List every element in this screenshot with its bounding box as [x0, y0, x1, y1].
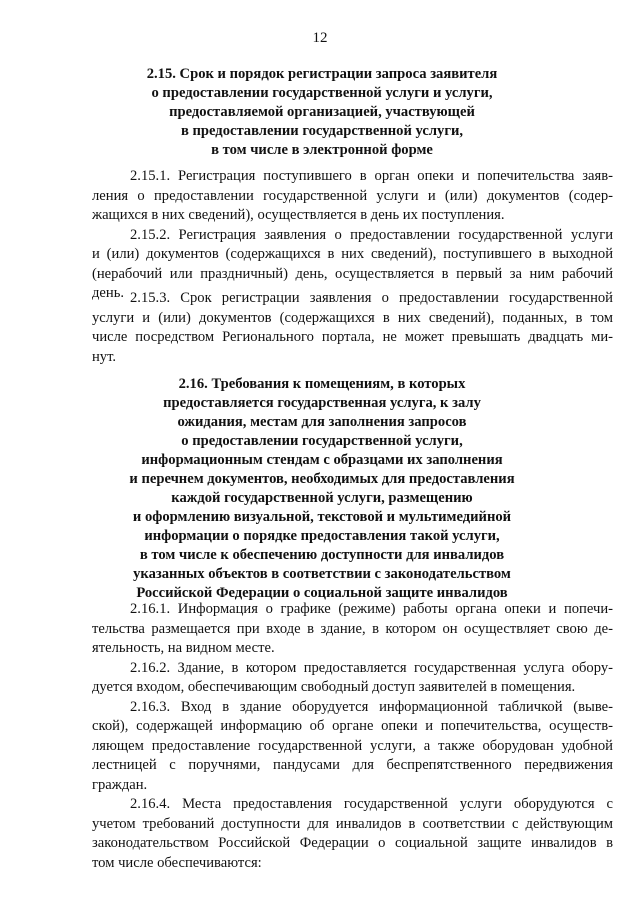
- paragraph-line: числе посредством Регионального портала, не может превышать двадцать ми-: [92, 329, 613, 345]
- paragraph-2-16-4: [92, 795, 613, 873]
- paragraph-line: 2.15.2. Регистрация заявления о предоставлении государственной услуги: [130, 226, 613, 243]
- heading-line: и оформлению визуальной, текстовой и мультимедийной: [132, 509, 512, 525]
- paragraph-2-16-2: [92, 659, 613, 698]
- heading-line: информационным стендам с образцами их заполнения: [141, 452, 503, 468]
- paragraph-line: 2.16.4. Места предоставления государственной услуги оборудуются с: [130, 796, 613, 812]
- paragraph-line: ления о предоставлении государственной услуги и (или) документов (содер-: [92, 187, 613, 204]
- paragraph-line: граждан.: [92, 776, 148, 793]
- heading-line: информации о порядке предоставления такой услуги,: [144, 528, 500, 544]
- heading-line: в том числе к обеспечению доступности для инвалидов: [139, 547, 505, 563]
- section-2-15-heading: [95, 65, 549, 160]
- paragraph-line: услуги и (или) документов (содержащихся в них сведений), поданных, в том: [92, 309, 613, 326]
- paragraph-line: тельства размещается при входе в здание, в котором он осуществляет свою де-: [92, 620, 613, 637]
- paragraph-line: ской), содержащей информацию об органе опеки и попечительства, осуществ-: [92, 718, 613, 734]
- heading-line: каждой государственной услуги, размещению: [171, 490, 473, 506]
- paragraph-2-16-3: [92, 698, 613, 796]
- heading-line: ожидания, местам для заполнения запросов: [177, 414, 467, 430]
- paragraph-line: учетом требований доступности для инвалидов в соответствии с действующим: [92, 815, 613, 832]
- heading-line: указанных объектов в соответствии с законодательством: [133, 566, 511, 582]
- heading-line: предоставляется государственная услуга, к залу: [163, 395, 481, 411]
- paragraph-line: и (или) документов (содержащихся в них сведений), поступившего в выходной: [92, 246, 613, 262]
- paragraph-line: жащихся в них сведений), осуществляется в день их поступления.: [92, 207, 505, 223]
- paragraph-line: ятельность, на видном месте.: [92, 640, 275, 656]
- heading-line: и перечнем документов, необходимых для предоставления: [129, 471, 515, 487]
- paragraph-2-16-1: [92, 600, 613, 659]
- paragraph-line: (нерабочий или праздничный) день, осуществляется в первый за ним рабочий: [92, 265, 613, 282]
- paragraph-line: том числе обеспечиваются:: [92, 854, 262, 871]
- heading-line: Российской Федерации о социальной защите инвалидов: [136, 585, 508, 601]
- paragraph-line: 2.16.2. Здание, в котором предоставляется государственная услуга обору-: [130, 659, 613, 676]
- paragraph-line: 2.16.1. Информация о графике (режиме) работы органа опеки и попечи-: [130, 601, 613, 617]
- paragraph-line: день.: [92, 285, 125, 301]
- paragraph-line: 2.15.1. Регистрация поступившего в орган опеки и попечительства заяв-: [130, 168, 613, 184]
- page-number: 12: [312, 30, 328, 46]
- section-2-16-heading: [95, 375, 549, 603]
- heading-line: о предоставлении государственной услуги и услуги,: [151, 85, 493, 101]
- paragraph-line: нут.: [92, 348, 117, 365]
- paragraph-line: ляющем предоставление государственной услуги, а также оборудован удобной: [92, 737, 613, 754]
- paragraph-2-15-1: [92, 167, 613, 226]
- paragraph-2-15-3: [92, 289, 613, 367]
- heading-line: о предоставлении государственной услуги,: [181, 433, 463, 449]
- paragraph-line: законодательством Российской Федерации о социальной защите инвалидов в: [92, 835, 613, 851]
- heading-line: 2.15. Срок и порядок регистрации запроса заявителя: [146, 66, 498, 82]
- paragraph-line: 2.15.3. Срок регистрации заявления о предоставлении государственной: [130, 290, 613, 306]
- heading-line: в том числе в электронной форме: [211, 142, 433, 158]
- paragraph-line: дуется входом, обеспечивающим свободный доступ заявителей в помещения.: [92, 679, 576, 695]
- heading-line: 2.16. Требования к помещениям, в которых: [178, 376, 466, 392]
- heading-line: в предоставлении государственной услуги,: [180, 123, 464, 139]
- paragraph-line: 2.16.3. Вход в здание оборудуется информационной табличкой (выве-: [130, 698, 613, 715]
- heading-line: предоставляемой организацией, участвующей: [169, 104, 475, 120]
- paragraph-line: лестницей с поручнями, пандусами для беспрепятственного передвижения: [92, 757, 613, 773]
